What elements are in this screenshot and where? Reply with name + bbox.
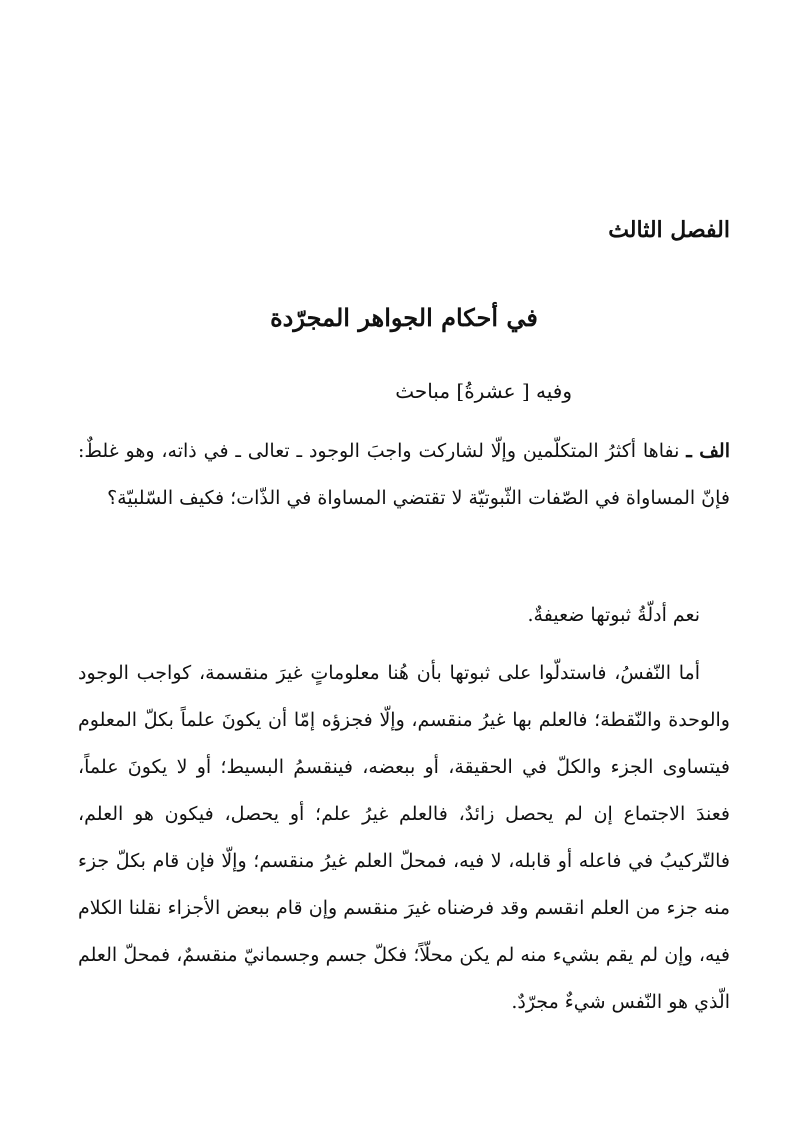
chapter-title: الفصل الثالث [608,217,730,243]
section-intro: وفيه [ عشرةُ] مباحث [395,379,572,403]
paragraph-label: الف ـ [686,440,731,462]
paragraph-evidence-weak: نعم أدلّةُ ثبوتها ضعيفةٌ. [527,604,700,626]
paragraph-alef [78,428,730,522]
section-title: في أحكام الجواهر المجرّدة [270,303,538,332]
paragraph-text: نفاها أكثرُ المتكلّمين وإلّا لشاركت واجبَ الوجود ـ تعالى ـ في ذاته، وهو غلطٌ: فإنّ المساواة في الصّفات الثّبوتيّة لا تقتضي المساواة في الذّات؛ فكيف السّلبيّة؟ [78,440,730,509]
paragraph-soul-argument: أما النّفسُ، فاستدلّوا على ثبوتها بأن هُنا معلوماتٍ غيرَ منقسمة، كواجب الوجود والوحدة والنّقطة؛ فالعلم بها غيرُ منقسم، وإلّا فجزؤه إمّا أن يكونَ علماً بكلّ المعلوم فيتساوى الجزء والكلّ في الحقيقة، أو ببعضه، فينقسمُ البسيط؛ أو لا يكونَ علماً، فعندَ الاجتماع إن لم يحصل زائدٌ، فالعلم غيرُ علم؛ أو يحصل، فيكون هو العلم، فالتّركيبُ في فاعله أو قابله، لا فيه، فمحلّ العلم غيرُ منقسم؛ وإلّا فإن قام بكلّ جزء منه جزء من العلم انقسم وقد فرضناه غيرَ منقسم وإن قام ببعض الأجزاء نقلنا الكلام فيه، وإن لم يقم بشيء منه لم يكن محلّاً؛ فكلّ جسم وجسمانيّ منقسمٌ، فمحلّ العلم الّذي هو النّفس شيءٌ مجرّدٌ. [78,662,730,1013]
